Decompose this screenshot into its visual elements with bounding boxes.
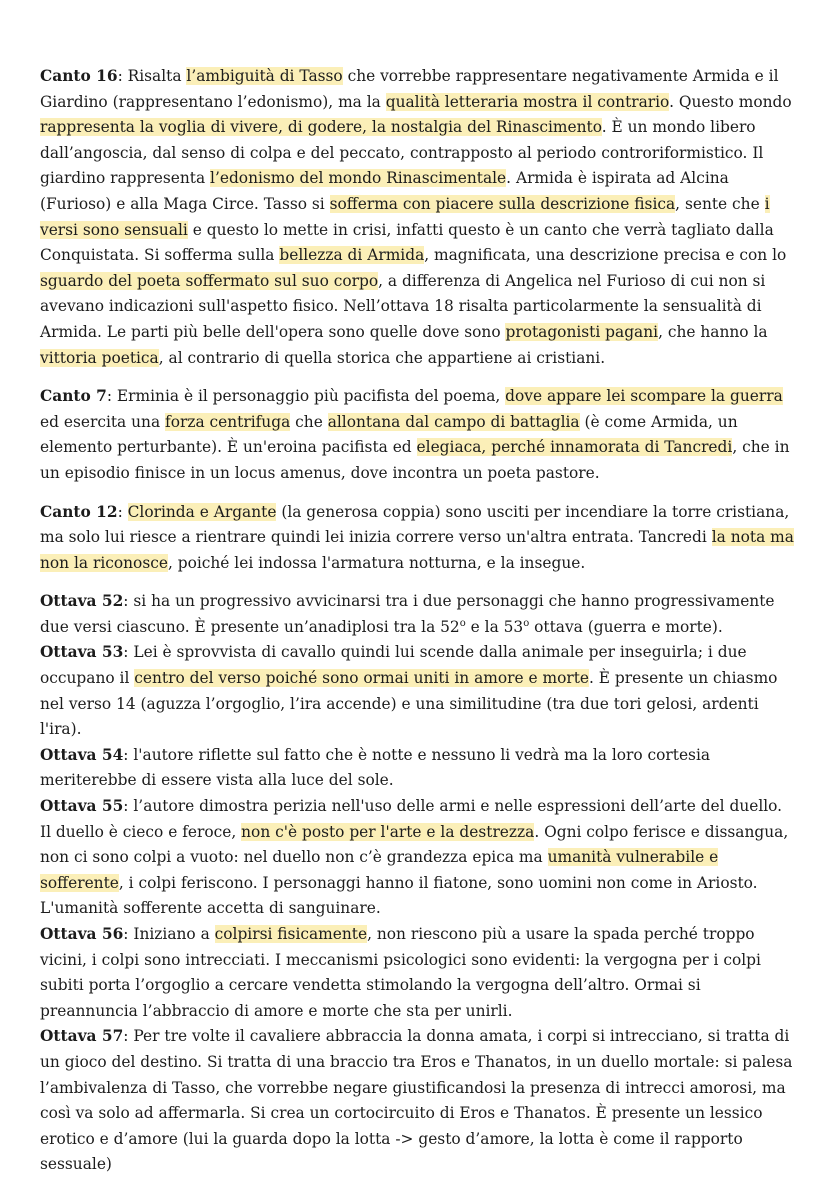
document-body xyxy=(40,64,794,1178)
highlighted-text: sguardo del poeta soffermato sul suo corpo xyxy=(40,271,379,290)
section-label: Canto 7 xyxy=(40,387,107,406)
highlighted-text: colpirsi fisicamente xyxy=(214,925,368,943)
body-text: che vorrebbe rappresentare negativamente Armida e il Giardino (rappresentano l’edonismo), ma la xyxy=(40,67,779,111)
body-text: : l’autore dimostra perizia nell'uso delle armi e nelle espressioni dell’arte del duello. Il duello è cieco e feroce, xyxy=(40,797,783,841)
paragraph-ottava55 xyxy=(40,794,794,922)
highlighted-text: elegiaca, perché innamorata di Tancredi xyxy=(416,438,733,457)
body-text: : Iniziano a xyxy=(123,925,215,943)
highlighted-text: i versi sono sensuali xyxy=(40,194,770,239)
highlighted-text: vittoria poetica xyxy=(40,348,159,367)
highlighted-text: qualità letteraria mostra il contrario xyxy=(385,92,670,111)
paragraph-ottava52 xyxy=(40,589,794,640)
paragraph-canto12 xyxy=(40,500,794,577)
superscript: o xyxy=(459,617,466,629)
highlighted-text: protagonisti pagani xyxy=(505,322,659,341)
section-label: Ottava 53 xyxy=(40,643,124,662)
body-text: , non riescono più a usare la spada perché troppo vicini, i colpi sono intrecciati. I meccanismi psicologici sono evidenti: la vergogna per i colpi subiti porta l’orgoglio a cercare vendetta stimolando la vergogna dell’altro. Ormai si preannuncia l’abbraccio di amore e morte che sta per unirli. xyxy=(40,925,761,1020)
highlighted-text: bellezza di Armida xyxy=(279,246,425,265)
highlighted-text: Clorinda e Argante xyxy=(127,502,277,521)
superscript: o xyxy=(523,617,530,629)
body-text: : Lei è sprovvista di cavallo quindi lui scende dalla animale per inseguirla; i due occupano il xyxy=(40,643,747,688)
section-label: Ottava 54 xyxy=(40,745,124,764)
highlighted-text: centro del verso poiché sono ormai uniti in amore e morte xyxy=(134,669,589,688)
body-text: : Per tre volte il cavaliere abbraccia la donna amata, i corpi si intrecciano, si tratta di un gioco del destino. Si tratta di una braccio tra Eros e Thanatos, in un duello mortale: si palesa l’ambivalenza di Tasso, che vorrebbe negare giustificandosi la presenza di intrecci amorosi, ma così va solo ad affermarla. Si crea un cortocircuito di Eros e Thanatos. È presente un lessico erotico e d’amore (lui la guarda dopo la lotta -> gesto d’amore, la lotta è come il rapporto sessuale) xyxy=(40,1027,793,1174)
body-text: : Erminia è il personaggio più pacifista del poema, xyxy=(106,387,506,406)
paragraph-ottava57 xyxy=(40,1024,794,1178)
highlighted-text: allontana dal campo di battaglia xyxy=(327,412,580,431)
section-label: Ottava 57 xyxy=(40,1027,124,1046)
section-label: Ottava 52 xyxy=(40,592,124,611)
body-text: . Ogni colpo ferisce e dissangua, non ci sono colpi a vuoto: nel duello non c’è grandezza epica ma xyxy=(40,822,789,867)
body-text: : xyxy=(117,502,128,521)
highlighted-text: rappresenta la voglia di vivere, di godere, la nostalgia del Rinascimento xyxy=(40,118,602,137)
paragraph-canto7 xyxy=(40,384,794,486)
body-text: , che in un episodio finisce in un locus amenus, dove incontra un poeta pastore. xyxy=(40,438,790,482)
paragraph-ottava56 xyxy=(40,922,794,1024)
paragraph-ottava54 xyxy=(40,743,794,794)
body-text: , magnificata, una descrizione precisa e con lo xyxy=(424,246,787,265)
paragraph-canto16 xyxy=(40,64,794,371)
section-label: Ottava 56 xyxy=(40,925,124,943)
body-text: e questo lo mette in crisi, infatti questo è un canto che verrà tagliato dalla Conquistata. Si sofferma sulla xyxy=(40,220,774,265)
highlighted-text: non c'è posto per l'arte e la destrezza xyxy=(241,822,535,841)
section-label: Canto 16 xyxy=(40,67,118,85)
highlighted-text: l’edonismo del mondo Rinascimentale xyxy=(210,169,507,188)
body-text: : l'autore riflette sul fatto che è notte e nessuno li vedrà ma la loro cortesia meriterebbe di essere vista alla luce del sole. xyxy=(40,745,711,790)
body-text: ottava (guerra e morte). xyxy=(529,617,723,636)
body-text: e la 53 xyxy=(465,617,524,636)
highlighted-text: la nota ma non la riconosce xyxy=(40,528,794,572)
body-text: , al contrario di quella storica che appartiene ai cristiani. xyxy=(158,348,606,367)
body-text: , sente che xyxy=(675,194,765,213)
body-text: : si ha un progressivo avvicinarsi tra i due personaggi che hanno progressivamente due versi ciascuno. È presente un’anadiplosi tra la 52 xyxy=(40,592,775,636)
highlighted-text: umanità vulnerabile e sofferente xyxy=(40,848,719,892)
section-label: Ottava 55 xyxy=(40,797,124,816)
body-text: . Questo mondo xyxy=(669,92,792,111)
body-text: . È un mondo libero dall’angoscia, dal senso di colpa e del peccato, contrapposto al periodo controriformistico. Il giardino rappresenta xyxy=(40,118,764,188)
body-text: , i colpi feriscono. I personaggi hanno il fiatone, sono uomini non come in Ariosto. L'umanità sofferente accetta di sanguinare. xyxy=(40,873,758,918)
body-text: : Risalta xyxy=(117,67,187,85)
section-label: Canto 12 xyxy=(40,502,118,521)
body-text: , poiché lei indossa l'armatura notturna, e la insegue. xyxy=(167,553,586,572)
highlighted-text: forza centrifuga xyxy=(165,412,291,431)
body-text: ed esercita una xyxy=(40,412,166,431)
highlighted-text: l’ambiguità di Tasso xyxy=(186,67,343,85)
body-text: che xyxy=(290,412,328,431)
body-text: . È presente un chiasmo nel verso 14 (aguzza l’orgoglio, l’ira accende) e una similitudine (tra due tori gelosi, ardenti l'ira). xyxy=(40,669,778,739)
body-text: . Armida è ispirata ad Alcina (Furioso) e alla Maga Circe. Tasso si xyxy=(40,169,729,213)
body-text: (è come Armida, un elemento perturbante). È un'eroina pacifista ed xyxy=(40,412,738,457)
highlighted-text: sofferma con piacere sulla descrizione fisica xyxy=(329,194,676,213)
highlighted-text: dove appare lei scompare la guerra xyxy=(505,387,783,406)
paragraph-ottava53 xyxy=(40,640,794,742)
body-text: (la generosa coppia) sono usciti per incendiare la torre cristiana, ma solo lui riesce a rientrare quindi lei inizia correre verso un'altra entrata. Tancredi xyxy=(40,502,790,547)
body-text: , a differenza di Angelica nel Furioso di cui non si avevano indicazioni sull'aspetto fisico. Nell’ottava 18 risalta particolarmente la sensualità di Armida. Le parti più belle dell'opera sono quelle dove sono xyxy=(40,271,766,341)
body-text: , che hanno la xyxy=(658,322,768,341)
